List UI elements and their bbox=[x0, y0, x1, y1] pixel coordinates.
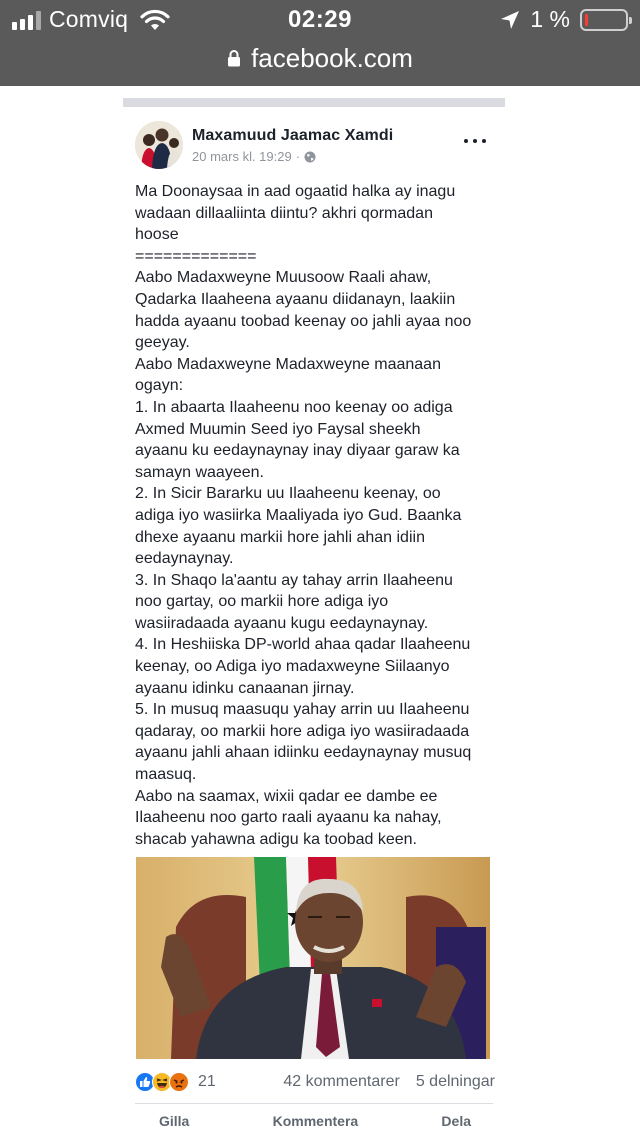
post-text-line: 2. In Sicir Bararku uu Ilaaheenu keenay, oo bbox=[135, 485, 441, 503]
meta-separator: · bbox=[295, 149, 301, 164]
status-and-address-bar bbox=[0, 0, 640, 86]
post-body bbox=[135, 181, 497, 850]
post-text-line: Aabo na saamax, wixii qadar ee dambe ee bbox=[135, 787, 438, 805]
post-text-line: samayn waayeen. bbox=[135, 463, 264, 481]
share-button[interactable]: Dela bbox=[441, 1113, 471, 1129]
post-text-line: Aabo Madaxweyne Muusoow Raali ahaw, bbox=[135, 269, 432, 287]
battery-info bbox=[500, 6, 628, 33]
post-text-line: hadda ayaanu toobad keenay oo jahli ayaa noo bbox=[135, 312, 472, 330]
post-text-line: adiga iyo wasiirka Maaliyada iyo Gud. Baanka bbox=[135, 506, 462, 524]
lock-icon bbox=[227, 49, 241, 67]
post-text-line: geeyay. bbox=[135, 334, 190, 352]
post-meta bbox=[192, 149, 316, 164]
reactions-bar bbox=[135, 1071, 495, 1093]
post-text-line: wasiiradaada ayaanu kugu eedaynaynay. bbox=[135, 614, 429, 632]
location-arrow-icon bbox=[500, 10, 520, 30]
post-text-line: Ma Doonaysaa in aad ogaatid halka ay inagu bbox=[135, 183, 456, 200]
post-text-line: noo gartay, oo markii hore adiga iyo bbox=[135, 593, 389, 611]
comment-count[interactable]: 42 kommentarer bbox=[283, 1073, 400, 1090]
author-name[interactable]: Maxamuud Jaamac Xamdi bbox=[192, 127, 394, 144]
carrier-name: Comviq bbox=[49, 6, 129, 32]
post-photo[interactable] bbox=[136, 857, 490, 1059]
url-text: facebook.com bbox=[251, 42, 413, 73]
post-text-line: Ilaaheenu noo garto raali ayaanu ka nahay, bbox=[135, 809, 442, 827]
post-date[interactable]: 20 mars kl. 19:29 bbox=[192, 149, 292, 164]
post-text-line: Axmed Muumin Seed iyo Faysal sheekh bbox=[135, 420, 421, 438]
reaction-icons[interactable] bbox=[135, 1072, 186, 1092]
battery-percent: 1 % bbox=[530, 6, 570, 32]
post-text-line: eedaynaynay. bbox=[135, 550, 234, 568]
comment-button[interactable]: Kommentera bbox=[272, 1113, 359, 1129]
post-text-line: hoose bbox=[135, 226, 179, 244]
like-button[interactable]: Gilla bbox=[159, 1113, 190, 1129]
globe-icon bbox=[304, 151, 316, 163]
post-text-line: maasuq. bbox=[135, 766, 197, 784]
post-text-line: ogayn: bbox=[135, 377, 184, 395]
post-text-line: 5. In musuq maasuqu yahay arrin uu Ilaaheenu bbox=[135, 701, 470, 719]
more-options-button[interactable] bbox=[461, 133, 489, 149]
post-text-line: ayaanu ku eedaynaynay inay diyaar garaw ka bbox=[135, 442, 460, 460]
post-text-line: dhexe ayaanu markii hore jahli ahan idiin bbox=[135, 528, 425, 546]
post-text-line: ayaanu jahli ahaan idiinku eedaynaynay musuq bbox=[135, 744, 472, 762]
engagement-stats bbox=[283, 1073, 495, 1091]
post-text-line: shacab yahawna adigu ka toobad keen. bbox=[135, 830, 417, 848]
share-count[interactable]: 5 delningar bbox=[415, 1073, 495, 1090]
actions-divider bbox=[135, 1103, 493, 1104]
previous-post-edge bbox=[123, 98, 505, 107]
post-text-line: ============= bbox=[135, 247, 257, 265]
author-avatar[interactable] bbox=[135, 121, 183, 169]
more-options-icon bbox=[464, 139, 468, 143]
clock: 02:29 bbox=[288, 6, 352, 33]
facebook-post bbox=[123, 107, 505, 1136]
post-text-line: Qadarka Ilaaheena ayaanu diidanayn, laakiin bbox=[135, 290, 456, 308]
post-text-line: qadaray, oo markii hore adiga iyo wasiiradaada bbox=[135, 722, 470, 740]
post-text-line: Aabo Madaxweyne Madaxweyne maanaan bbox=[135, 355, 441, 373]
angry-icon bbox=[169, 1072, 189, 1092]
post-actions bbox=[135, 1113, 493, 1135]
post-text-line: 4. In Heshiiska DP-world ahaa qadar Ilaaheenu bbox=[135, 636, 471, 654]
post-text-line: wadaan dillaaliinta diintu? akhri qormadan bbox=[135, 204, 433, 222]
post-text-line: ayaanu idinku canaanan jirnay. bbox=[135, 679, 355, 697]
battery-icon bbox=[580, 9, 628, 31]
post-text-line: keenay, oo Adiga iyo madaxweyne Siilaanyo bbox=[135, 658, 450, 676]
post-text-line: 3. In Shaqo la'aantu ay tahay arrin Ilaaheenu bbox=[135, 571, 453, 589]
address-bar[interactable] bbox=[0, 38, 640, 78]
status-bar bbox=[0, 0, 640, 40]
reaction-count[interactable]: 21 bbox=[198, 1073, 216, 1090]
post-text-line: 1. In abaarta Ilaaheenu noo keenay oo adiga bbox=[135, 398, 453, 416]
